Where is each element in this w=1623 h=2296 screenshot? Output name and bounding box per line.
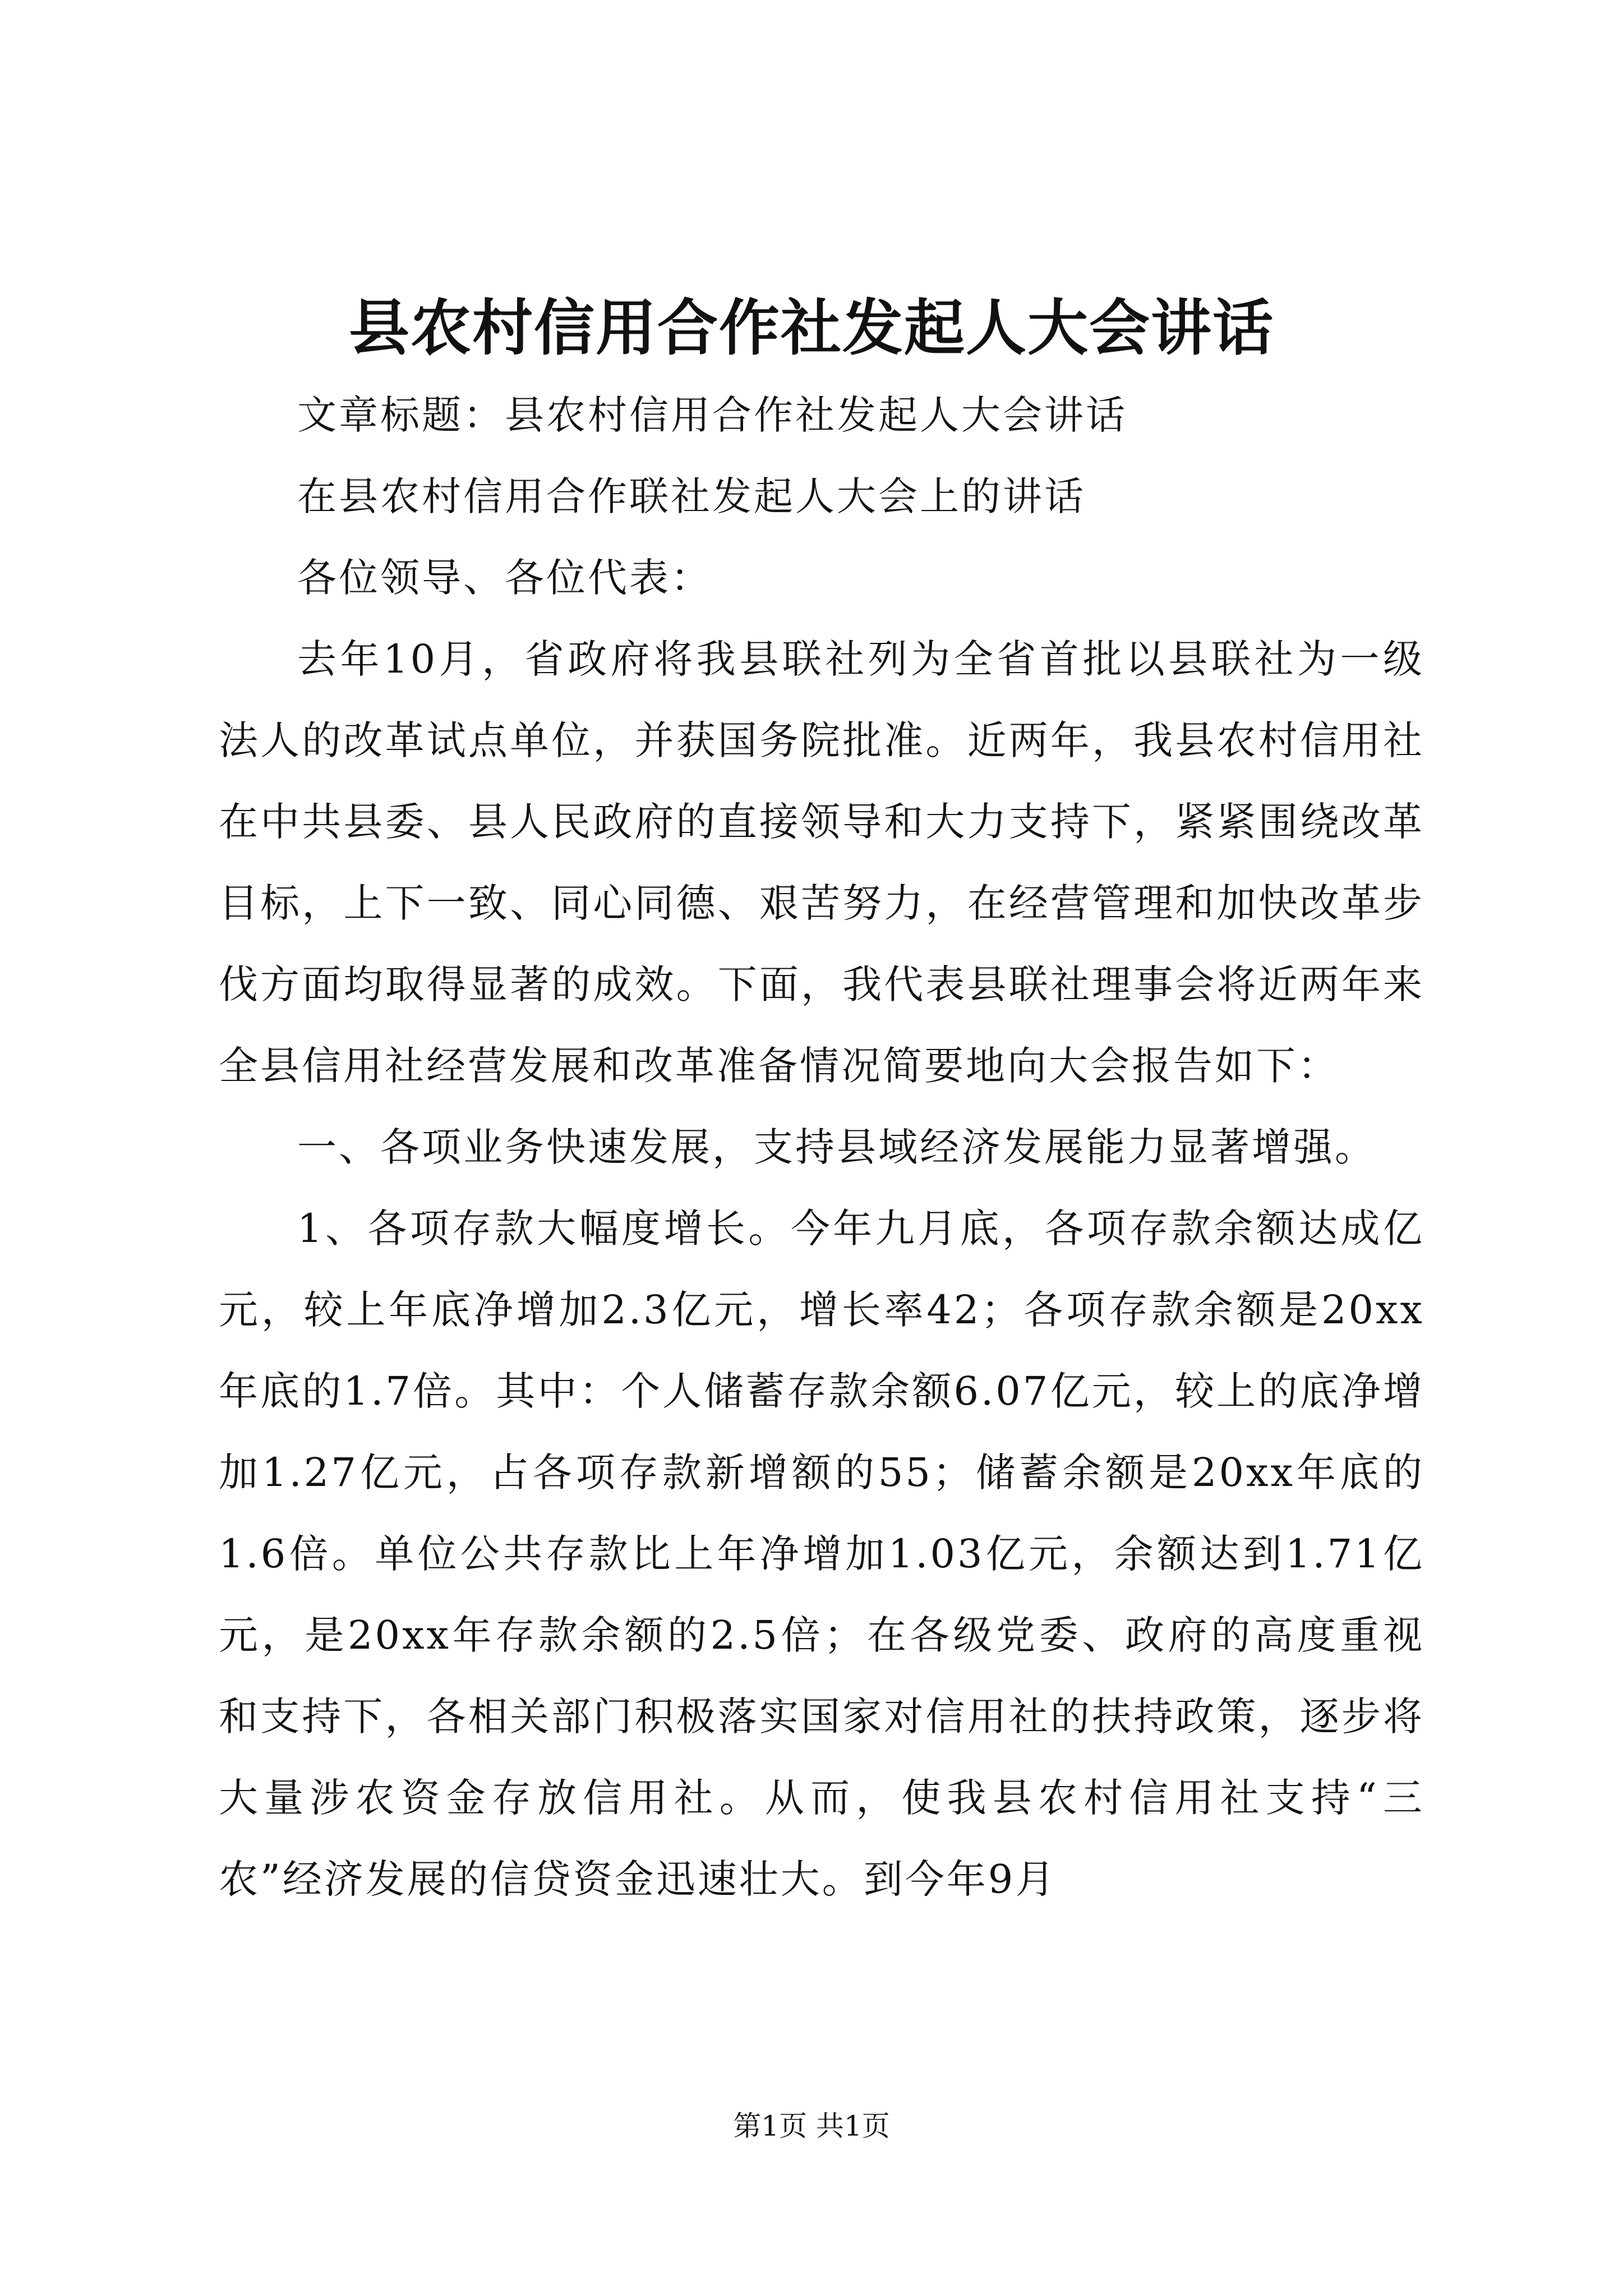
intro-paragraph: 去年10月，省政府将我县联社列为全省首批以县联社为一级法人的改革试点单位，并获国务院批准。近两年，我县农村信用社在中共县委、县人民政府的直接领导和大力支持下，紧紧围绕改革目标，上下一致、同心同德、艰苦努力，在经营管理和加快改革步伐方面均取得显著的成效。下面，我代表县联社理事会将近两年来全县信用社经营发展和改革准备情况简要地向大会报告如下：: [219, 636, 1424, 1089]
article-title-line: 文章标题：县农村信用合作社发起人大会讲话: [297, 392, 1127, 438]
section-heading: 一、各项业务快速发展，支持县域经济发展能力显著增强。: [297, 1124, 1376, 1170]
speech-subtitle: 在县农村信用合作联社发起人大会上的讲话: [297, 473, 1086, 519]
page-footer: 第1页 共1页: [733, 2110, 890, 2142]
document-title: 县农村信用合作社发起人大会讲话: [348, 293, 1274, 364]
deposit-paragraph: 1、各项存款大幅度增长。今年九月底，各项存款余额达成亿元，较上年底净增加2.3亿元，增长率42；各项存款余额是20xx年底的1.7倍。其中：个人储蓄存款余额6.07亿元，较上的底净增加1.27亿元，占各项存款新增额的55；储蓄余额是20xx年底的1.6倍。单位公共存款比上年净增加1.03亿元，余额达到1.71亿元，是20xx年存款余额的2.5倍；在各级党委、政府的高度重视和支持下，各相关部门积极落实国家对信用社的扶持政策，逐步将大量涉农资金存放信用社。从而，使我县农村信用社支持“三农”经济发展的信贷资金迅速壮大。到今年9月: [219, 1205, 1424, 1902]
salutation: 各位领导、各位代表：: [297, 555, 712, 601]
document-body: [219, 375, 1424, 1920]
